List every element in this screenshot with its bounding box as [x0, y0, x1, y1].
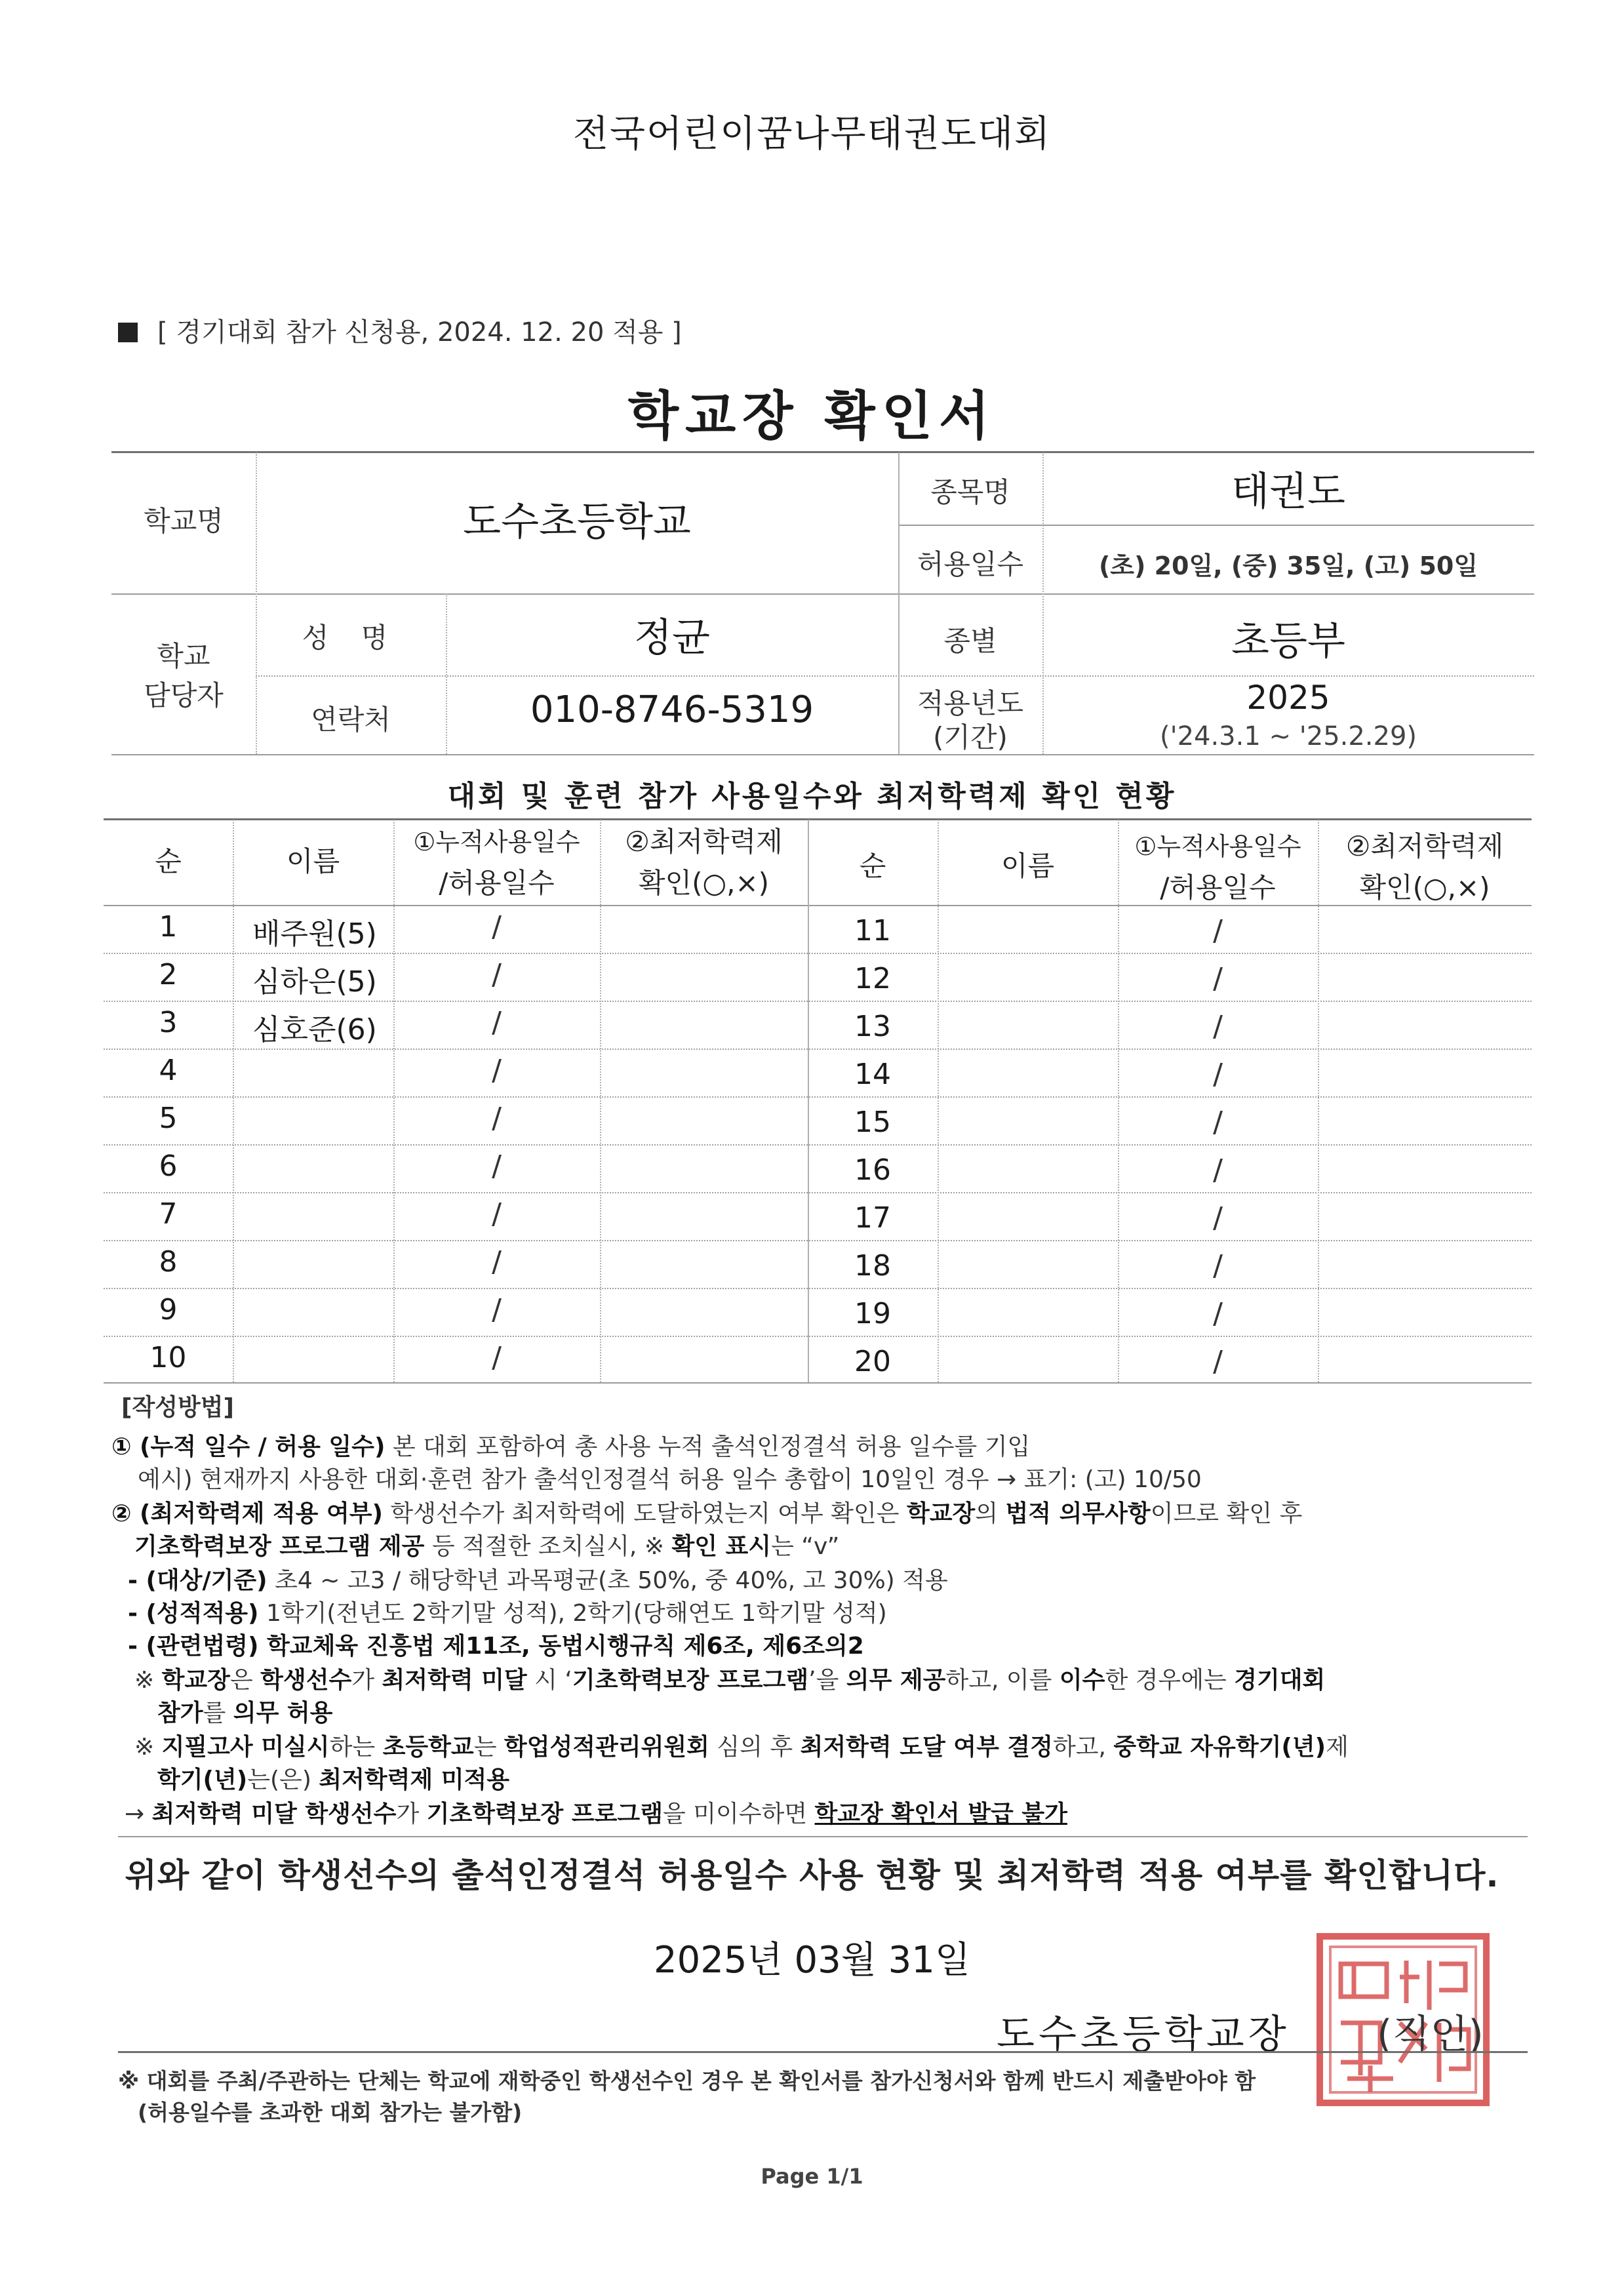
days-slash: / [492, 1149, 502, 1183]
name-label: 성 명 [302, 622, 400, 654]
days-slash: / [1213, 1010, 1223, 1043]
event-label: 종목명 [930, 476, 1010, 508]
footnote-line: ※ 대회를 주최/주관하는 단체는 학교에 재학중인 학생선수인 경우 본 확인서를 참가신청서와 함께 반드시 제출받아야 함 [118, 2068, 1256, 2094]
section-title: 대회 및 훈련 참가 사용일수와 최저학력제 확인 현황 [447, 780, 1177, 813]
row-number: 6 [159, 1149, 178, 1183]
student-name: 심하은(5) [252, 965, 377, 999]
row-number: 17 [854, 1201, 891, 1235]
days-slash: / [1213, 914, 1223, 948]
footnote-line: (허용일수를 초과한 대회 참가는 불가함) [138, 2100, 523, 2125]
school-name-label: 학교명 [144, 505, 224, 537]
instruction-line: 예시) 현재까지 사용한 대회·훈련 참가 출석인정결석 허용 일수 총합이 10일인 경우 → 표기: (고) 10/50 [138, 1466, 1202, 1493]
instruction-line: ※ 지필고사 미실시하는 초등학교는 학업성적관리위원회 심의 후 최저학력 도달 여부 결정하고, 중학교 자유학기(년)제 [134, 1734, 1349, 1761]
days-slash: / [1213, 1249, 1223, 1283]
info-top-border [111, 451, 1534, 453]
row-number: 7 [159, 1197, 178, 1231]
apply-year-label: 적용년도 [917, 687, 1024, 719]
principal-name: 도수초등학교장 [997, 2012, 1290, 2058]
row-number: 15 [854, 1106, 891, 1139]
days-slash: / [1213, 1297, 1223, 1330]
square-bullet-icon [118, 323, 138, 342]
footnote [118, 2066, 1256, 2128]
days-slash: / [492, 1245, 502, 1279]
division-label: 종별 [943, 625, 997, 657]
row-number: 5 [159, 1102, 178, 1135]
info-divider [111, 593, 1534, 595]
days-slash: / [492, 1341, 502, 1374]
days-slash: / [1213, 1153, 1223, 1187]
footnote-border [118, 2051, 1528, 2053]
instructions-bottom-border [118, 1836, 1528, 1837]
row-number: 1 [159, 910, 178, 944]
header-days-2: /허용일수 [439, 867, 555, 899]
days-slash: / [1213, 1201, 1223, 1235]
info-divider [898, 525, 1534, 526]
header-days-1: ①누적사용일수 [1134, 832, 1301, 861]
apply-year-period-label: (기간) [933, 721, 1008, 753]
division-value: 초등부 [1231, 618, 1345, 664]
event-value: 태권도 [1231, 469, 1345, 515]
row-number: 20 [854, 1345, 891, 1378]
days-slash: / [492, 1054, 502, 1087]
row-number: 4 [159, 1054, 178, 1087]
document-title: 학교장 확인서 [627, 386, 997, 447]
table-col-divider [938, 820, 939, 1382]
header-no: 순 [859, 850, 886, 882]
row-number: 13 [854, 1010, 891, 1043]
info-divider [111, 754, 1534, 755]
table-col-divider [233, 820, 234, 1382]
row-number: 18 [854, 1249, 891, 1283]
row-number: 10 [149, 1341, 187, 1374]
table-col-divider [600, 820, 601, 1382]
school-name-value: 도수초등학교 [463, 499, 691, 545]
allowed-days-label: 허용일수 [917, 548, 1024, 580]
confirmation-statement: 위와 같이 학생선수의 출석인정결석 허용일수 사용 현황 및 최저학력 적용 여부를 확인합니다. [125, 1856, 1499, 1894]
issue-date: 2025년 03월 31일 [654, 1939, 970, 1982]
table-bottom-border [104, 1382, 1532, 1384]
days-slash: / [1213, 962, 1223, 995]
row-number: 19 [854, 1297, 891, 1330]
phone-value: 010-8746-5319 [530, 688, 814, 731]
row-number: 12 [854, 962, 891, 995]
instruction-line: → 최저학력 미달 학생선수가 기초학력보장 프로그램을 미이수하면 학교장 확인서 발급 불가 [125, 1801, 1067, 1827]
days-slash: / [492, 1006, 502, 1039]
contact-person-label-2: 담당자 [144, 679, 224, 711]
instruction-line: 기초학력보장 프로그램 제공 등 적절한 조치실시, ※ 확인 표시는 “v” [134, 1533, 840, 1560]
form-note-text: [ 경기대회 참가 신청용, 2024. 12. 20 적용 ] [157, 317, 682, 348]
header-no: 순 [155, 845, 182, 877]
allowed-days-value: (초) 20일, (중) 35일, (고) 50일 [1098, 551, 1478, 580]
row-number: 3 [159, 1006, 178, 1039]
header-min-2: 확인(○,×) [1359, 871, 1490, 904]
header-days-2: /허용일수 [1160, 871, 1276, 904]
instruction-line: ② (최저학력제 적용 여부) 학생선수가 최저학력에 도달하였는지 여부 확인은 학교장의 법적 의무사항이므로 확인 후 [111, 1500, 1303, 1527]
apply-year-value: 2025 [1246, 679, 1330, 717]
header-days-1: ①누적사용일수 [413, 828, 580, 856]
instruction-line: ※ 학교장은 학생선수가 최저학력 미달 시 ‘기초학력보장 프로그램’을 의무 제공하고, 이를 이수한 경우에는 경기대회 [134, 1667, 1326, 1694]
student-name: 배주원(5) [252, 917, 377, 951]
row-number: 11 [854, 914, 891, 948]
days-slash: / [1213, 1345, 1223, 1378]
days-slash: / [492, 1102, 502, 1135]
instruction-line: - (관련법령) 학교체육 진흥법 제11조, 동법시행규칙 제6조, 제6조의2 [128, 1633, 864, 1660]
days-slash: / [492, 1293, 502, 1327]
header-name: 이름 [286, 845, 340, 877]
seal-placeholder: (직인) [1377, 2012, 1484, 2058]
row-number: 14 [854, 1058, 891, 1091]
instruction-line: ① (누적 일수 / 허용 일수) 본 대회 포함하여 총 사용 누적 출석인정결석 허용 일수를 기입 [111, 1433, 1031, 1460]
header-min-1: ②최저학력제 [1345, 830, 1504, 862]
row-number: 2 [159, 958, 178, 991]
apply-period-value: ('24.3.1 ~ '25.2.29) [1159, 721, 1417, 751]
row-number: 8 [159, 1245, 178, 1279]
phone-label: 연락처 [311, 704, 391, 736]
name-value: 정균 [634, 615, 710, 661]
instruction-line: 학기(년)는(은) 최저학력제 미적용 [157, 1766, 510, 1793]
contact-person-label: 학교 [157, 640, 210, 672]
event-title: 전국어린이꿈나무태권도대회 [572, 113, 1052, 155]
row-number: 9 [159, 1293, 178, 1327]
header-min-1: ②최저학력제 [625, 826, 783, 858]
instructions-title: [작성방법] [121, 1394, 235, 1421]
form-note [118, 311, 682, 349]
instruction-line: - (대상/기준) 초4 ~ 고3 / 해당학년 과목평균(초 50%, 중 40%, 고 30%) 적용 [128, 1567, 948, 1594]
header-name: 이름 [1000, 850, 1055, 882]
days-slash: / [492, 958, 502, 991]
days-slash: / [1213, 1058, 1223, 1091]
days-slash: / [492, 910, 502, 944]
student-name: 심호준(6) [252, 1013, 377, 1047]
instruction-line: 참가를 의무 허용 [157, 1700, 333, 1726]
info-divider [256, 675, 1534, 677]
header-min-2: 확인(○,×) [638, 867, 770, 899]
days-slash: / [492, 1197, 502, 1231]
page-number: Page 1/1 [761, 2164, 863, 2189]
row-number: 16 [854, 1153, 891, 1187]
days-slash: / [1213, 1106, 1223, 1139]
instruction-line: - (성적적용) 1학기(전년도 2학기말 성적), 2학기(당해연도 1학기말 성적) [128, 1600, 887, 1627]
